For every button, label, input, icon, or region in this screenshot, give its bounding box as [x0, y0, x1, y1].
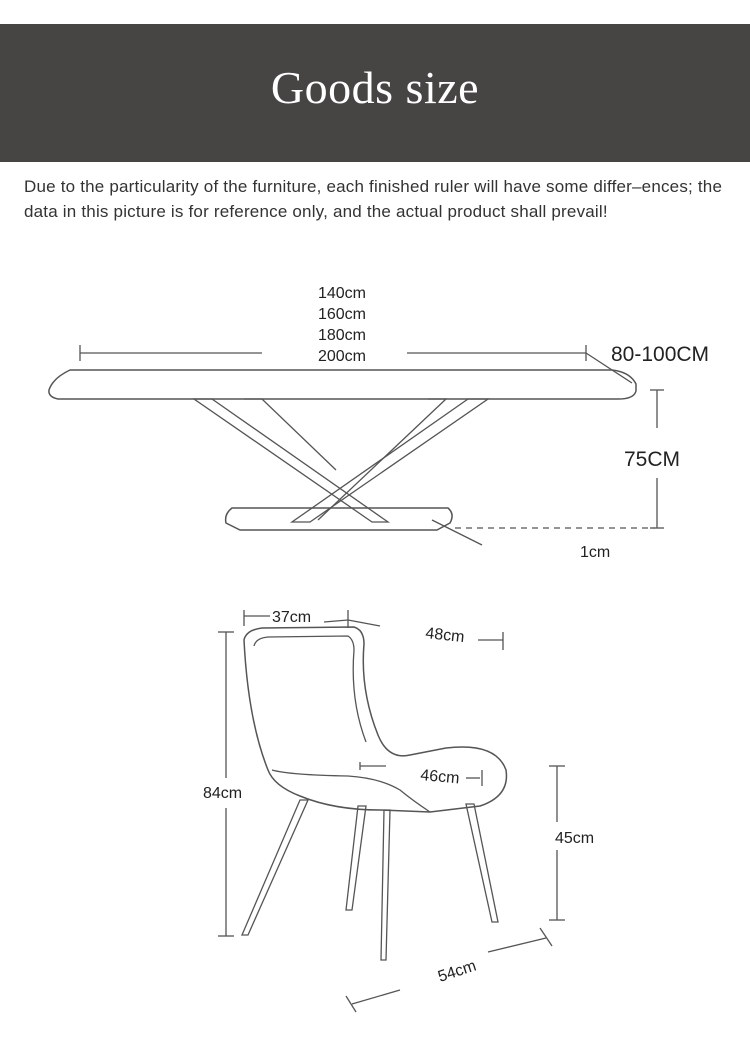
- chair-drawing: [218, 610, 565, 1012]
- backrest-width-line-right: [324, 620, 348, 622]
- base-thickness-leader: [432, 520, 482, 545]
- table-length-180: 180cm: [317, 327, 367, 344]
- chair-height-label: 84cm: [203, 785, 243, 802]
- page-title: Goods size: [270, 61, 480, 113]
- base-width-label: 54cm: [435, 957, 479, 986]
- table-leg-d: [318, 399, 446, 520]
- table-height-label: 75CM: [624, 448, 681, 471]
- notice-text: Due to the particularity of the furniture, each finished ruler will have some differ–ences; the data in this picture is for reference only, and the actual product shall prevail!: [24, 177, 723, 221]
- chair-leg-front-right: [381, 810, 390, 960]
- top-depth-label: 48cm: [424, 625, 466, 647]
- table-leg-c: [292, 399, 488, 522]
- chair-leg-back-left: [346, 806, 366, 910]
- table-base: [226, 508, 452, 530]
- chair-leg-back-right: [466, 804, 498, 922]
- backrest-width-label: 37cm: [272, 609, 312, 626]
- base-width-line-left: [352, 990, 400, 1004]
- table-drawing: [49, 345, 664, 545]
- base-width-line-right: [488, 938, 546, 952]
- base-thickness-label: 1cm: [580, 544, 611, 561]
- seat-height-label: 45cm: [555, 830, 595, 847]
- base-width-tick-left: [346, 996, 356, 1012]
- chair-seat-inner: [272, 770, 430, 812]
- chair-back-inner: [254, 636, 366, 742]
- table-length-160: 160cm: [317, 306, 367, 323]
- chair-leg-front-left: [242, 800, 308, 935]
- table-length-200: 200cm: [317, 348, 367, 365]
- base-width-tick-right: [540, 928, 552, 946]
- table-width-label: 80-100CM: [611, 343, 710, 366]
- table-top: [49, 370, 636, 399]
- table-leg-a: [194, 399, 388, 522]
- chair-shell: [244, 627, 506, 812]
- seat-depth-label: 46cm: [419, 767, 461, 788]
- top-depth-line: [348, 620, 380, 626]
- table-length-140: 140cm: [317, 285, 367, 302]
- table-leg-b: [244, 399, 336, 470]
